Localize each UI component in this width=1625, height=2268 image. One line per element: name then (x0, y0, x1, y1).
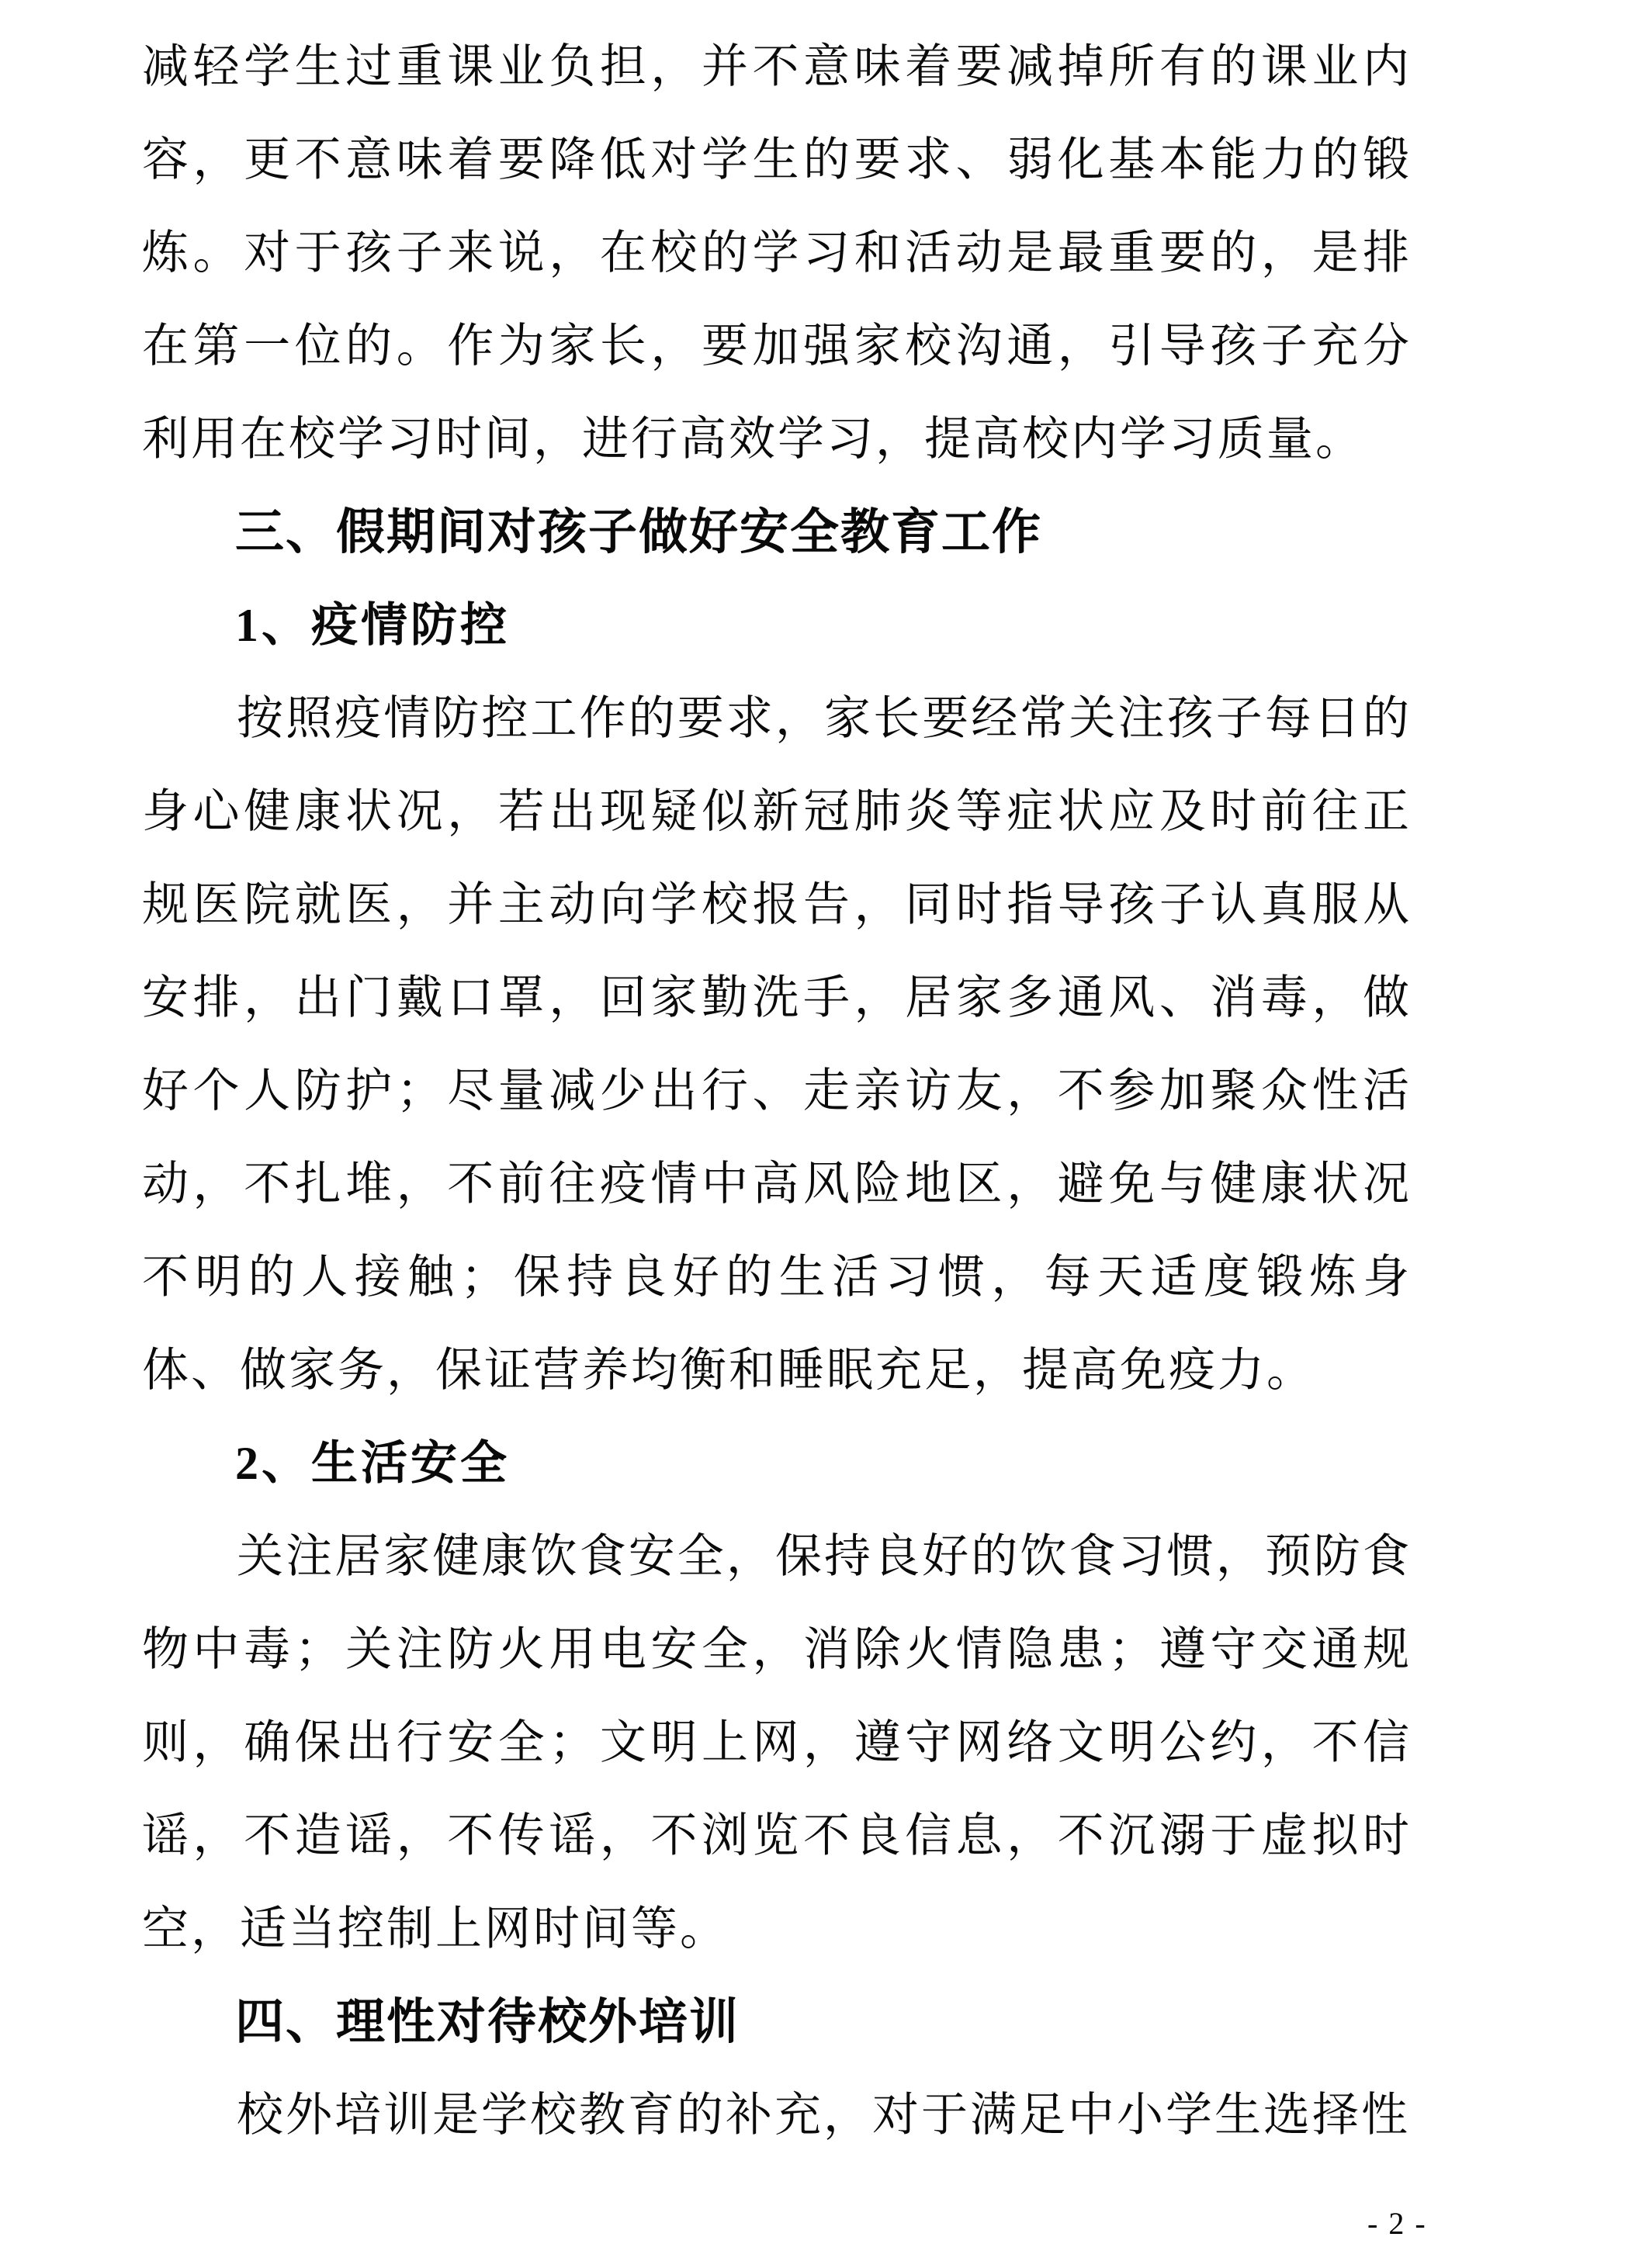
page-number: - 2 - (1367, 2206, 1427, 2241)
paragraph-training-cut: 校外培训是学校教育的补充，对于满足中小学生选择性 (237, 2090, 1410, 2141)
paragraph-workload-continued: 减轻学生过重课业负担，并不意味着要减掉所有的课业内容，更不意味着要降低对学生的要求、弱化基本能力的锻炼。对于孩子来说，在校的学习和活动是最重要的，是排在第一位的。作为家长，要加强家校沟通，引导孩子充分利用在校学习时间，进行高效学习，提高校内学习质量。 (142, 41, 1412, 465)
sub-heading-epidemic-prevention: 1、疫情防控 (235, 600, 510, 651)
paragraph-life-safety: 关注居家健康饮食安全，保持良好的饮食习惯，预防食物中毒；关注防火用电安全，消除火情隐患；遵守交通规则，确保出行安全；文明上网，遵守网络文明公约，不信谣，不造谣，不传谣，不浏览不良信息，不沉溺于虚拟时空，适当控制上网时间等。 (142, 1531, 1412, 1955)
sub-heading-life-safety: 2、生活安全 (235, 1438, 510, 1489)
paragraph-epidemic-prevention: 按照疫情防控工作的要求，家长要经常关注孩子每日的身心健康状况，若出现疑似新冠肺炎等症状应及时前往正规医院就医，并主动向学校报告，同时指导孩子认真服从安排，出门戴口罩，回家勤洗手，居家多通风、消毒，做好个人防护；尽量减少出行、走亲访友，不参加聚众性活动，不扎堆，不前往疫情中高风险地区，避免与健康状况不明的人接触；保持良好的生活习惯，每天适度锻炼身体、做家务，保证营养均衡和睡眠充足，提高免疫力。 (142, 693, 1412, 1396)
document-body (142, 20, 1412, 2162)
section-heading-safety-education: 三、假期间对孩子做好安全教育工作 (235, 505, 1042, 559)
section-heading-training: 四、理性对待校外培训 (235, 1995, 740, 2049)
